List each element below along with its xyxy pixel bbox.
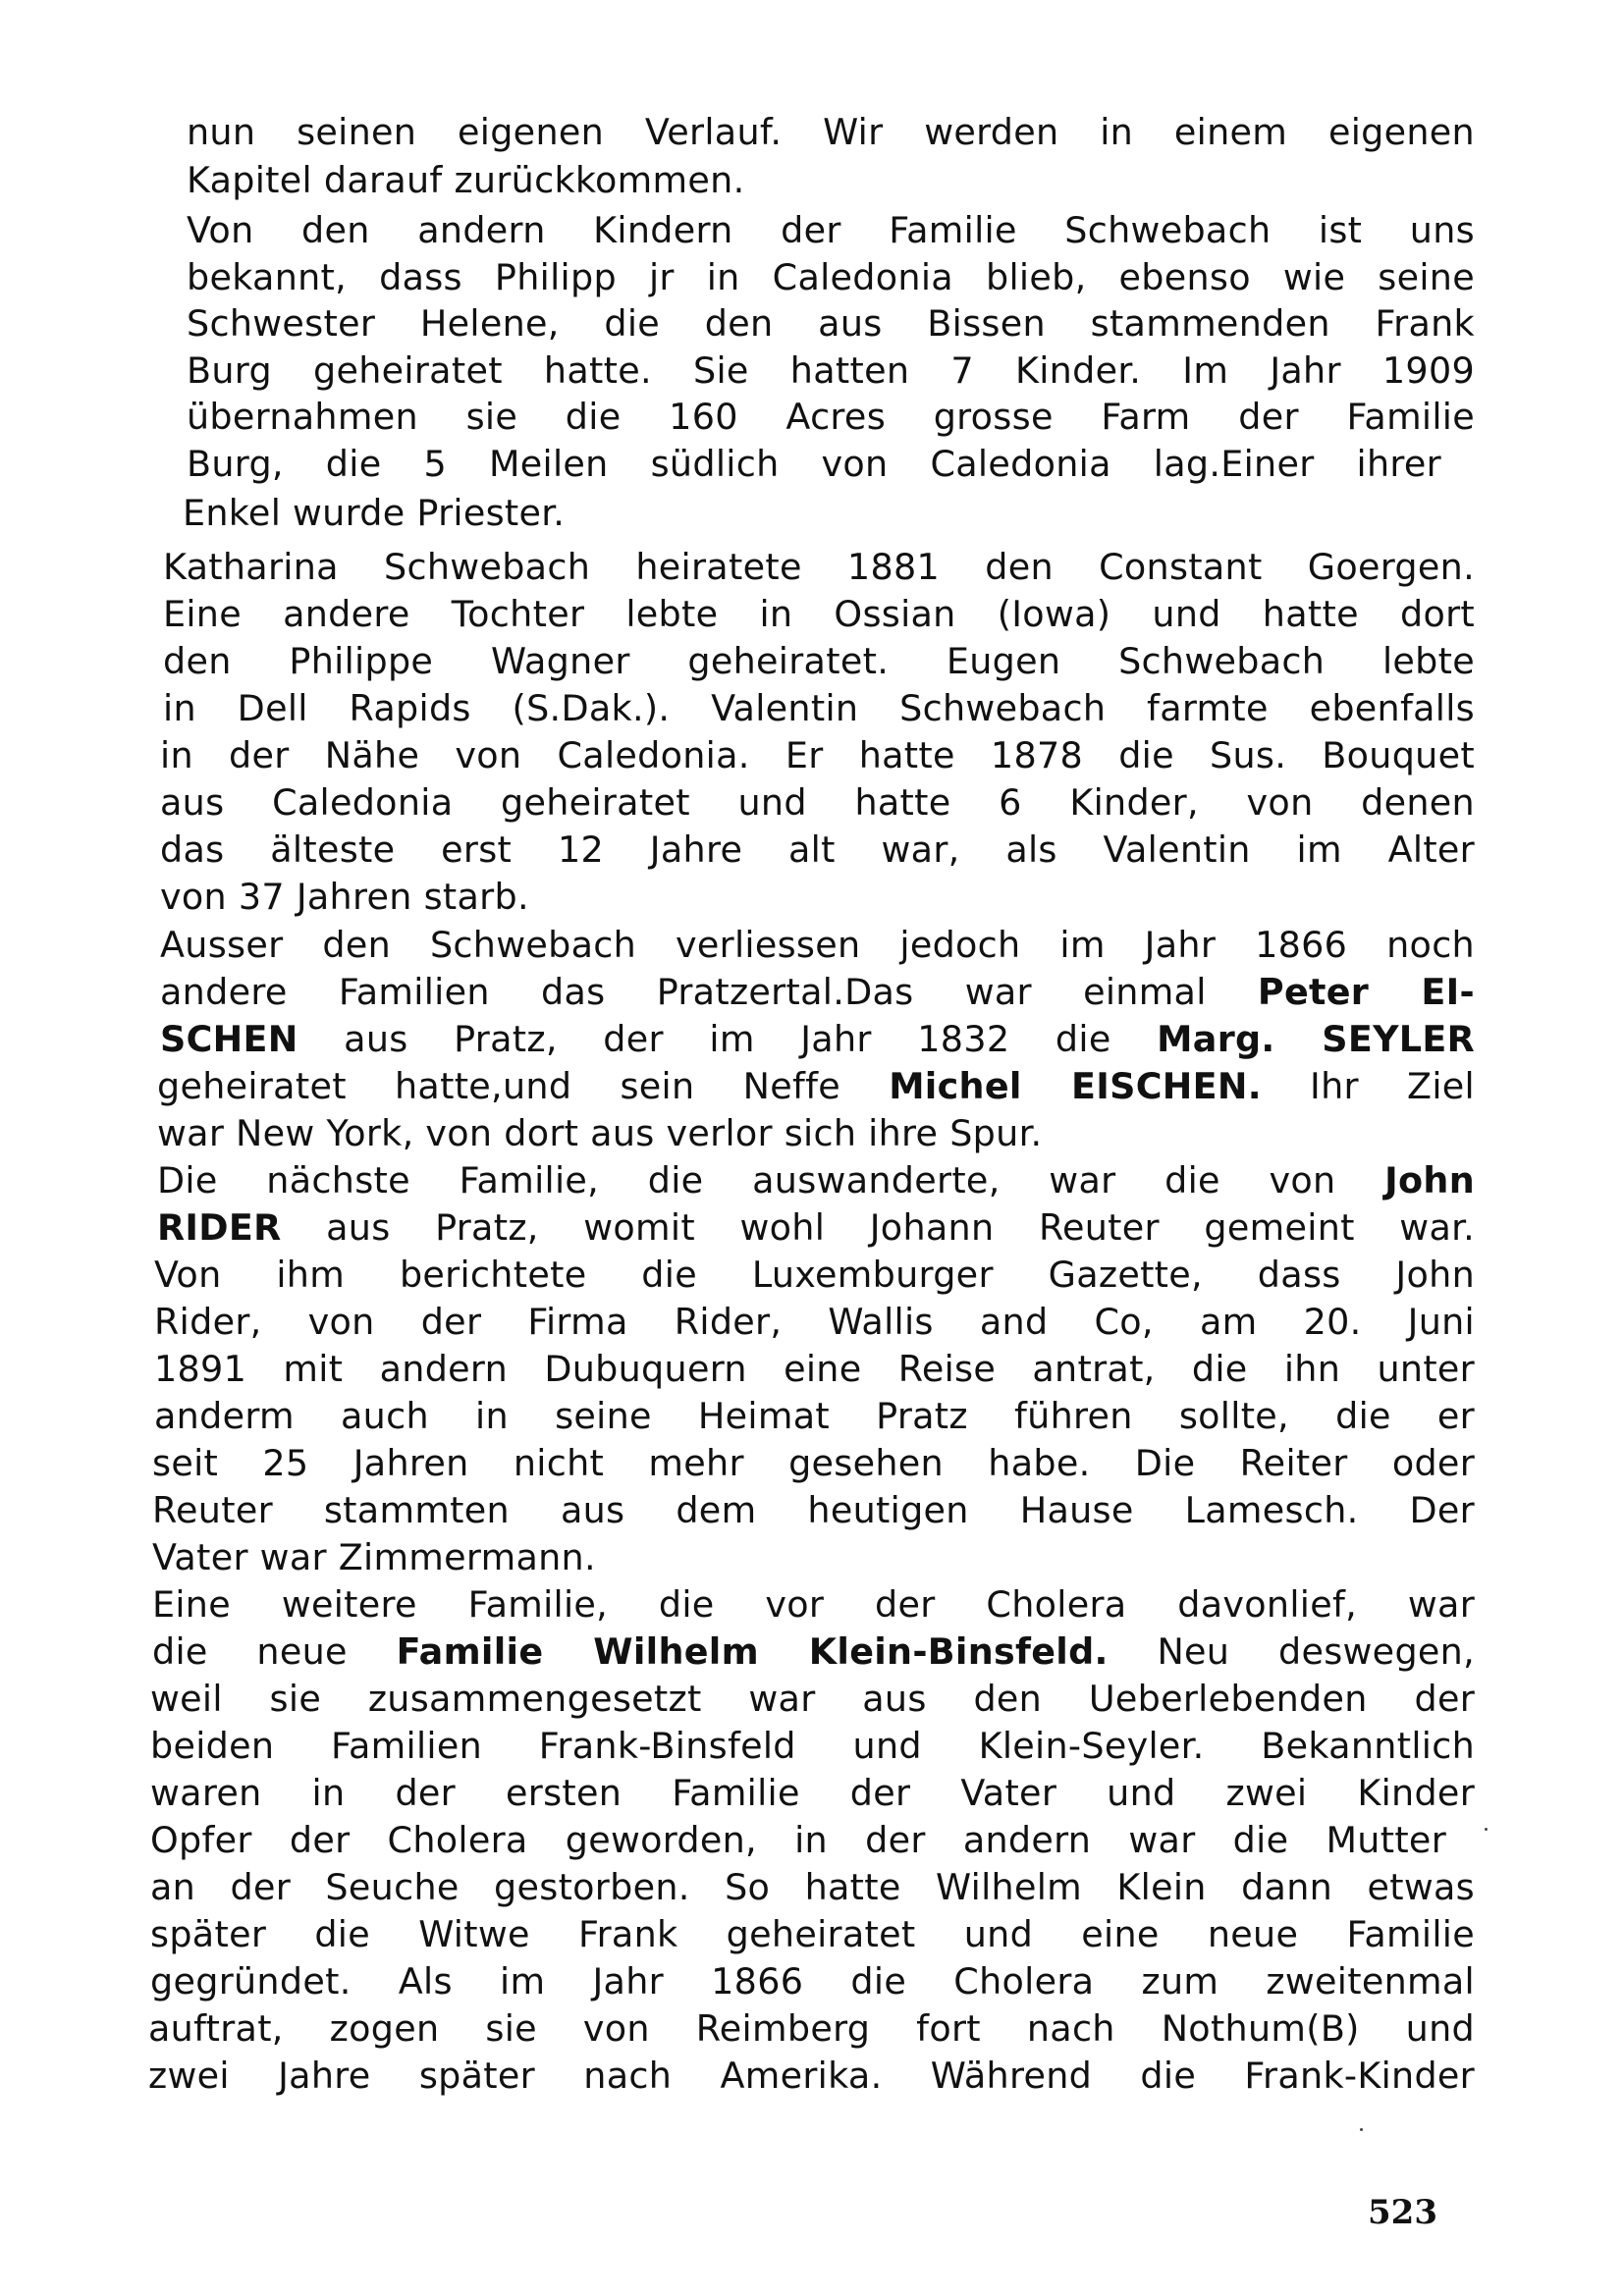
text-segment: Burg geheiratet hatte. Sie hatten 7 Kinder. Im Jahr 1909 bbox=[187, 349, 1475, 392]
text-line bbox=[150, 1724, 1475, 1769]
text-segment: aus Pratz, womit wohl Johann Reuter gemeint war. bbox=[281, 1206, 1475, 1249]
text-line bbox=[160, 970, 1475, 1015]
text-line bbox=[150, 1818, 1446, 1863]
text-line bbox=[187, 110, 1475, 155]
text-line bbox=[152, 1582, 1475, 1628]
bold-name-text: SCHEN bbox=[160, 1018, 298, 1060]
text-segment: 1891 mit andern Dubuquern eine Reise antrat, die ihn unter bbox=[154, 1348, 1475, 1390]
text-line bbox=[148, 2054, 1475, 2099]
text-line bbox=[154, 1300, 1475, 1345]
text-segment: Ausser den Schwebach verliessen jedoch im Jahr 1866 noch bbox=[160, 924, 1475, 966]
text-segment: Von den andern Kindern der Familie Schwebach ist uns bbox=[187, 209, 1475, 251]
text-segment: Vater war Zimmermann. bbox=[152, 1536, 596, 1578]
text-line bbox=[154, 1253, 1475, 1298]
text-line bbox=[160, 923, 1475, 968]
text-line bbox=[163, 639, 1475, 684]
text-segment: Eine weitere Familie, die vor der Cholera davonlief, war bbox=[152, 1583, 1475, 1626]
text-line bbox=[183, 491, 626, 536]
text-segment: Die nächste Familie, die auswanderte, war die von bbox=[157, 1159, 1385, 1201]
text-line bbox=[157, 1158, 1475, 1203]
text-line bbox=[157, 1111, 1168, 1156]
text-segment: anderm auch in seine Heimat Pratz führen sollte, die er bbox=[154, 1395, 1475, 1437]
text-line bbox=[160, 733, 1475, 778]
text-segment: geheiratet hatte,und sein Neffe bbox=[157, 1065, 890, 1107]
text-line bbox=[187, 208, 1475, 253]
text-line bbox=[187, 442, 1441, 487]
text-segment: Eine andere Tochter lebte in Ossian (Iowa) und hatte dort bbox=[163, 593, 1475, 635]
text-segment: den Philippe Wagner geheiratet. Eugen Schwebach lebte bbox=[163, 640, 1475, 682]
text-line bbox=[163, 545, 1475, 590]
text-line bbox=[150, 1912, 1475, 1957]
bold-name-text: RIDER bbox=[157, 1206, 282, 1249]
text-segment: Katharina Schwebach heiratete 1881 den Constant Goergen. bbox=[163, 546, 1475, 588]
text-line bbox=[187, 255, 1475, 300]
text-segment: Reuter stammten aus dem heutigen Hause Lamesch. Der bbox=[152, 1489, 1475, 1531]
text-line bbox=[152, 1629, 1475, 1675]
text-line bbox=[160, 828, 1475, 873]
text-segment: an der Seuche gestorben. So hatte Wilhelm Klein dann etwas bbox=[150, 1866, 1475, 1908]
bold-name-text: Marg. SEYLER bbox=[1157, 1018, 1475, 1060]
text-line bbox=[157, 1064, 1475, 1109]
text-segment: später die Witwe Frank geheiratet und eine neue Familie bbox=[150, 1913, 1475, 1955]
text-line bbox=[150, 1959, 1475, 2004]
text-segment: weil sie zusammengesetzt war aus den Ueberlebenden der bbox=[150, 1678, 1475, 1720]
text-segment: auftrat, zogen sie von Reimberg fort nach Nothum(B) und bbox=[148, 2007, 1475, 2050]
text-segment: beiden Familien Frank-Binsfeld und Klein-Seyler. Bekanntlich bbox=[150, 1725, 1475, 1767]
text-line bbox=[150, 1865, 1475, 1910]
text-segment: Rider, von der Firma Rider, Wallis and Co, am 20. Juni bbox=[154, 1301, 1475, 1343]
text-line bbox=[150, 1771, 1475, 1816]
text-segment: Opfer der Cholera geworden, in der andern war die Mutter bbox=[150, 1819, 1446, 1861]
text-segment: Enkel wurde Priester. bbox=[183, 492, 566, 534]
bold-name-text: Peter EI- bbox=[1257, 971, 1475, 1013]
text-segment: Ihr Ziel bbox=[1261, 1065, 1475, 1107]
text-line bbox=[152, 1488, 1475, 1533]
bold-name-text: Michel EISCHEN. bbox=[889, 1065, 1262, 1107]
text-segment: aus Pratz, der im Jahr 1832 die bbox=[298, 1018, 1158, 1060]
text-line bbox=[187, 301, 1475, 347]
text-segment: nun seinen eigenen Verlauf. Wir werden in einem eigenen bbox=[187, 111, 1475, 153]
text-line bbox=[157, 1205, 1475, 1251]
text-segment: Burg, die 5 Meilen südlich von Caledonia lag.Einer ihrer bbox=[187, 443, 1441, 485]
text-segment: Von ihm berichtete die Luxemburger Gazette, dass John bbox=[154, 1254, 1475, 1296]
text-segment: andere Familien das Pratzertal.Das war einmal bbox=[160, 971, 1258, 1013]
text-segment: von 37 Jahren starb. bbox=[160, 876, 529, 918]
text-line bbox=[154, 1347, 1475, 1392]
scan-speck bbox=[1485, 1828, 1488, 1831]
text-segment: aus Caledonia geheiratet und hatte 6 Kinder, von denen bbox=[160, 781, 1475, 824]
text-segment: war New York, von dort aus verlor sich ihre Spur. bbox=[157, 1112, 1043, 1154]
text-segment: in der Nähe von Caledonia. Er hatte 1878 die Sus. Bouquet bbox=[160, 734, 1475, 776]
text-line bbox=[148, 2006, 1475, 2052]
scan-speck bbox=[1360, 2128, 1363, 2131]
text-line bbox=[154, 1394, 1475, 1439]
text-segment: zwei Jahre später nach Amerika. Während die Frank-Kinder bbox=[148, 2055, 1475, 2097]
text-line bbox=[152, 1441, 1475, 1486]
text-segment: gegründet. Als im Jahr 1866 die Cholera zum zweitenmal bbox=[150, 1960, 1475, 2002]
text-segment: Schwester Helene, die den aus Bissen stammenden Frank bbox=[187, 302, 1475, 345]
text-segment: übernahmen sie die 160 Acres grosse Farm der Familie bbox=[187, 396, 1475, 438]
text-line bbox=[163, 686, 1475, 731]
text-segment: seit 25 Jahren nicht mehr gesehen habe. Die Reiter oder bbox=[152, 1442, 1475, 1484]
text-segment: Neu deswegen, bbox=[1108, 1630, 1476, 1673]
text-line bbox=[160, 1017, 1475, 1062]
text-line bbox=[187, 395, 1475, 440]
text-segment: das älteste erst 12 Jahre alt war, als Valentin im Alter bbox=[160, 828, 1475, 871]
text-line bbox=[187, 348, 1475, 394]
text-segment: Kapitel darauf zurückkommen. bbox=[187, 159, 745, 201]
bold-name-text: John bbox=[1384, 1159, 1475, 1201]
page-number: 523 bbox=[1368, 2193, 1437, 2232]
text-segment: die neue bbox=[152, 1630, 397, 1673]
text-segment: bekannt, dass Philipp jr in Caledonia blieb, ebenso wie seine bbox=[187, 256, 1475, 298]
text-segment: in Dell Rapids (S.Dak.). Valentin Schwebach farmte ebenfalls bbox=[163, 687, 1475, 729]
text-line bbox=[160, 875, 612, 920]
text-line bbox=[150, 1677, 1475, 1722]
text-segment: waren in der ersten Familie der Vater und zwei Kinder bbox=[150, 1772, 1475, 1814]
text-line bbox=[160, 780, 1475, 826]
text-line bbox=[187, 158, 803, 203]
text-line bbox=[163, 592, 1475, 637]
text-line bbox=[152, 1535, 623, 1580]
bold-name-text: Familie Wilhelm Klein-Binsfeld. bbox=[396, 1630, 1109, 1673]
